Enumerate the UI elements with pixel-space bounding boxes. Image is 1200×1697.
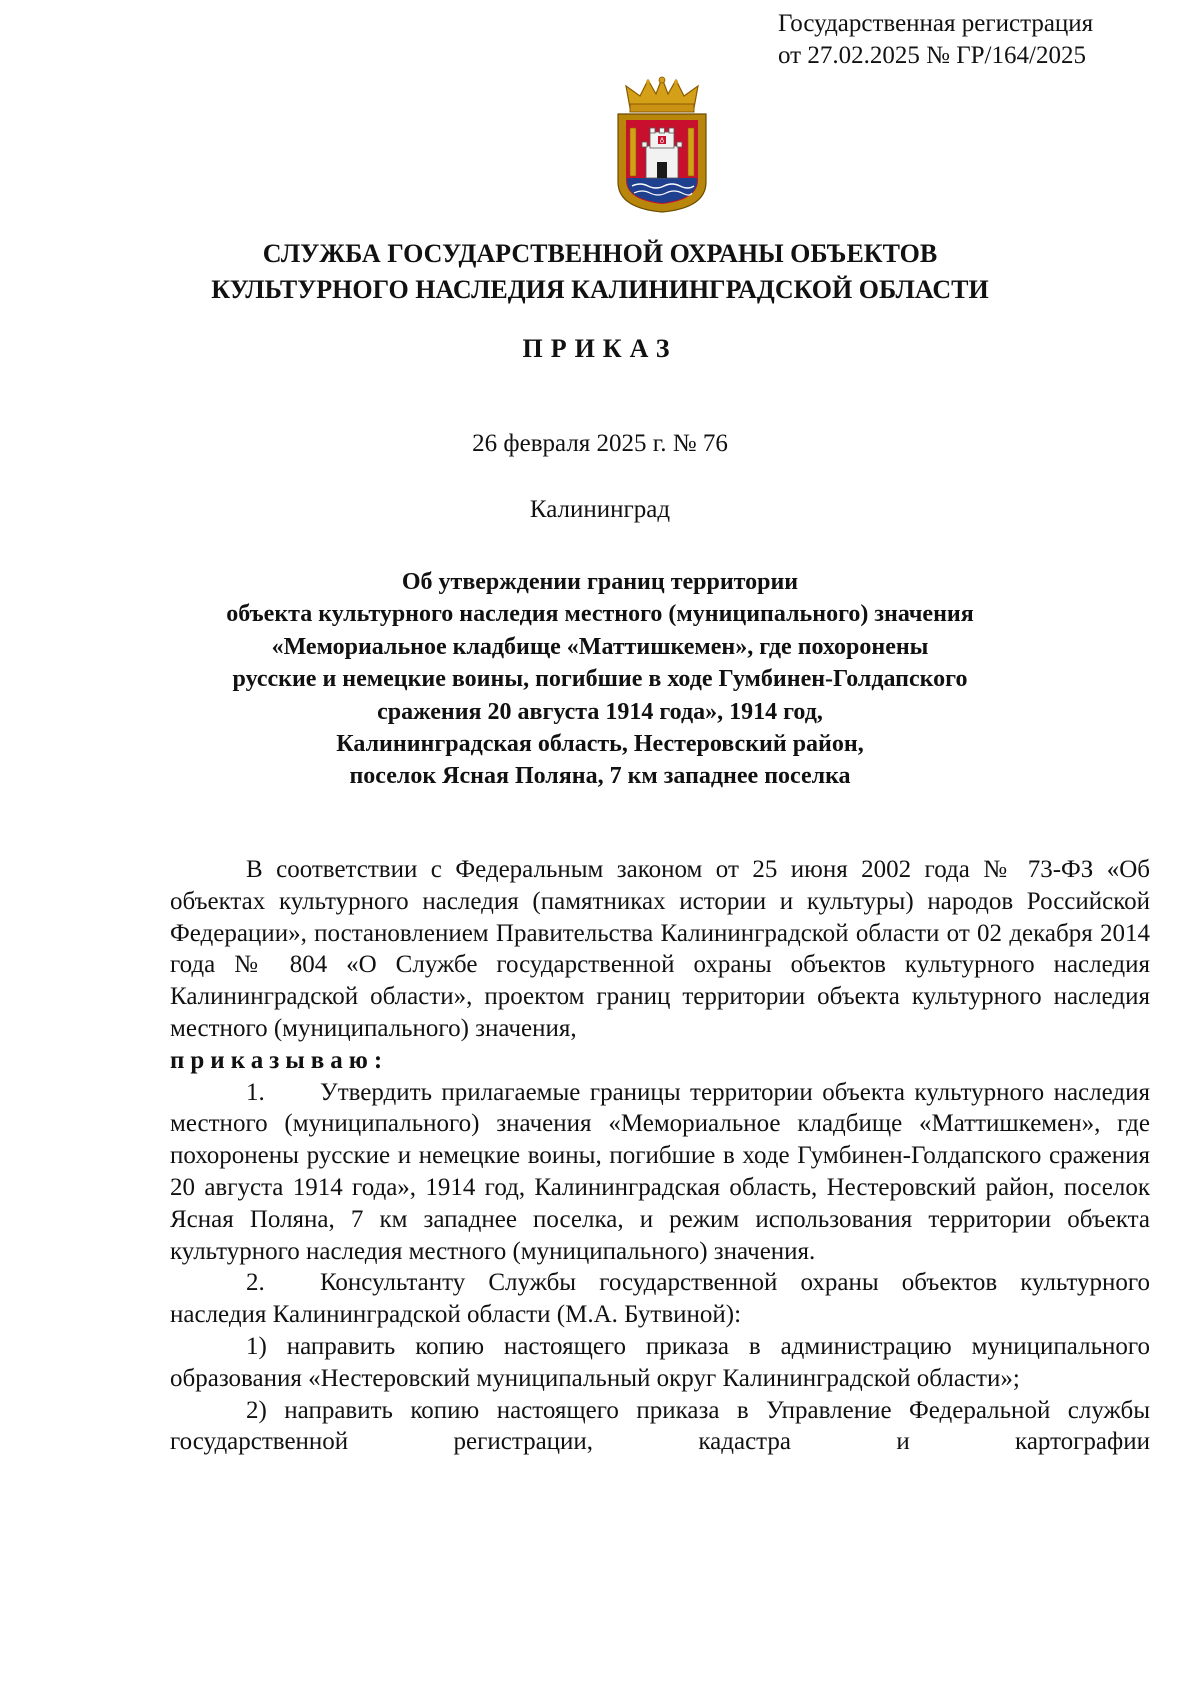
- item-text: Утвердить прилагаемые границы территории объекта культурного наследия местного (муниципального) значения «Мемориальное кладбище «Маттишкемен», где похоронены русские и немецкие воины, погибшие в ходе Гумбинен-Голдапского сражения 20 августа 1914 года», 1914 год, Калининградская область, Нестеровский район, поселок Ясная Поляна, 7 км западнее поселка, и режим использования территории объекта культурного наследия местного (муниципального) значения.: [170, 1078, 1150, 1265]
- order-item-2: [170, 1267, 1150, 1331]
- subject-line: сражения 20 августа 1914 года», 1914 год,: [377, 698, 823, 725]
- crown-icon: [626, 77, 698, 112]
- order-item-1: [170, 1077, 1150, 1268]
- orders-word: приказываю:: [170, 1046, 389, 1074]
- svg-text:♁: ♁: [659, 137, 665, 145]
- order-date-number: 26 февраля 2025 г. № 76: [472, 430, 728, 457]
- order-body: [170, 854, 1150, 1458]
- order-title: ПРИКАЗ: [522, 334, 678, 363]
- kaliningrad-coat-of-arms-icon: [612, 74, 712, 214]
- agency-name-line-1: СЛУЖБА ГОСУДАРСТВЕННОЙ ОХРАНЫ ОБЪЕКТОВ: [262, 239, 938, 268]
- subject-line: русские и немецкие воины, погибшие в ходе Гумбинен-Голдапского: [232, 666, 968, 693]
- item-number: 1.: [246, 1078, 265, 1106]
- order-city: Калининград: [529, 496, 671, 523]
- order-subitem-2: 2) направить копию настоящего приказа в Управление Федеральной службы государственной регистрации, кадастра и картографии: [170, 1396, 1150, 1456]
- subject-line: поселок Ясная Поляна, 7 км западнее поселка: [349, 763, 851, 790]
- order-subitem-1: 1) направить копию настоящего приказа в администрацию муниципального образования «Нестеровский муниципальный округ Калининградской области»;: [170, 1332, 1150, 1392]
- order-subject: [0, 566, 1200, 793]
- item-number: 2.: [246, 1269, 265, 1297]
- subject-line: Калининградская область, Нестеровский район,: [336, 731, 864, 758]
- agency-name: [0, 236, 1200, 308]
- subject-line: «Мемориальное кладбище «Маттишкемен», где похоронены: [271, 633, 929, 660]
- preamble-paragraph: В соответствии с Федеральным законом от 25 июня 2002 года № 73-ФЗ «Об объектах культурного наследия (памятниках истории и культуры) народов Российской Федерации», постановлением Правительства Калининградской области от 02 декабря 2014 года № 804 «О Службе государственной охраны объектов культурного наследия Калининградской области», проектом границ территории объекта культурного наследия местного (муниципального) значения,: [170, 856, 1150, 1042]
- subject-line: Об утверждении границ территории: [401, 569, 799, 595]
- subject-line: объекта культурного наследия местного (муниципального) значения: [226, 601, 974, 628]
- registration-line-2: от 27.02.2025 № ГР/164/2025: [778, 42, 1086, 69]
- item-text: Консультанту Службы государственной охраны объектов культурного наследия Калининградской области (М.А. Бутвиной):: [170, 1269, 1150, 1329]
- agency-name-line-2: КУЛЬТУРНОГО НАСЛЕДИЯ КАЛИНИНГРАДСКОЙ ОБЛАСТИ: [211, 275, 989, 304]
- registration-line-1: Государственная регистрация: [778, 10, 1094, 37]
- registration-stamp: [778, 8, 1178, 72]
